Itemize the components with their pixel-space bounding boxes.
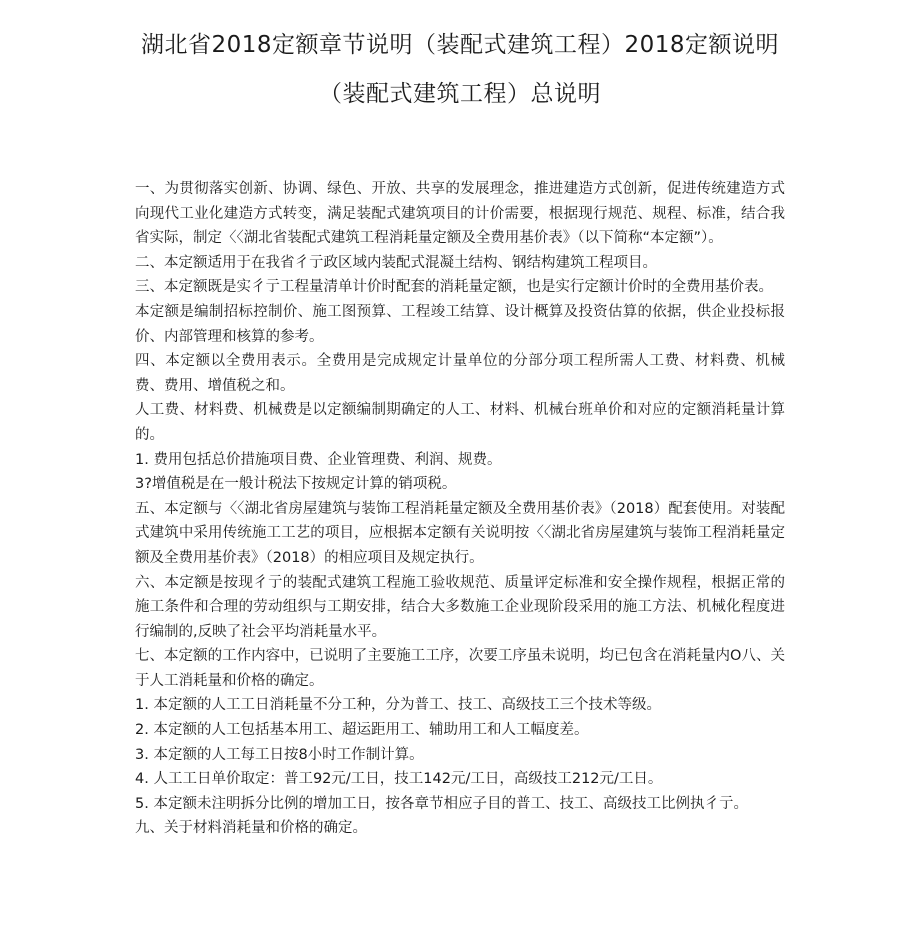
paragraph-section-4: 四、本定额以全费用表示。全费用是完成规定计量单位的分部分项工程所需人工费、材料费、机械费、费用、增值税之和。: [135, 353, 785, 394]
list-item-workday: 3. 本定额的人工每工日按8小时工作制计算。: [135, 746, 424, 763]
list-item-labor-components: 2. 本定额的人工包括基本用工、超运距用工、辅助用工和人工幅度差。: [135, 722, 589, 739]
paragraph-section-5: 五、本定额与〈〈湖北省房屋建筑与装饰工程消耗量定额及全费用基价表》（2018）配套使用。对装配式建筑中采用传统施工工艺的项目，应根据本定额有关说明按〈〈湖北省房屋建筑与装饰工程消耗量定额及全费用基价表》（2018）的相应项目及规定执行。: [135, 500, 785, 566]
list-item-labor-grades: 1. 本定额的人工工日消耗量不分工种，分为普工、技工、高级技工三个技术等级。: [135, 697, 661, 714]
list-item-labor-rates: 4. 人工工日单价取定：普工92元/工日，技工142元/工日，高级技工212元/工日。: [135, 771, 663, 788]
paragraph-purpose: 本定额是编制招标控制价、施工图预算、工程竣工结算、设计概算及投资估算的依据，供企业投标报价、内部管理和核算的参考。: [135, 303, 785, 345]
page-title-line-2: （装配式建筑工程）总说明: [319, 81, 601, 107]
paragraph-section-1: 一、为贯彻落实创新、协调、绿色、开放、共享的发展理念，推进建造方式创新，促进传统建造方式向现代工业化建造方式转变，满足装配式建筑项目的计价需要，根据现行规范、规程、标准，结合我省实际，制定〈〈湖北省装配式建筑工程消耗量定额及全费用基价表》（以下简称“本定额”）。: [135, 181, 785, 247]
paragraph-cost-basis: 人工费、材料费、机械费是以定额编制期确定的人工、材料、机械台班单价和对应的定额消耗量计算的。: [135, 402, 785, 443]
paragraph-section-9: 九、关于材料消耗量和价格的确定。: [135, 820, 367, 837]
list-item-fees: 1. 费用包括总价措施项目费、企业管理费、利润、规费。: [135, 451, 502, 468]
list-item-vat: 3?增值税是在一般计税法下按规定计算的销项税。: [135, 476, 457, 493]
paragraph-section-7-8: 七、本定额的工作内容中，已说明了主要施工工序，次要工序虽未说明，均已包含在消耗量内O八、关于人工消耗量和价格的确定。: [135, 648, 785, 689]
document-body: [135, 177, 785, 841]
paragraph-section-6: 六、本定额是按现彳亍的装配式建筑工程施工验收规范、质量评定标准和安全操作规程，根据正常的施工条件和合理的劳动组织与工期安排，结合大多数施工企业现阶段采用的施工方法、机械化程度进行编制的,反映了社会平均消耗量水平。: [135, 574, 785, 640]
paragraph-section-3: 三、本定额既是实彳亍工程量清单计价时配套的消耗量定额，也是实行定额计价时的全费用基价表。: [135, 279, 773, 296]
page-title-line-1: 湖北省2018定额章节说明（装配式建筑工程）2018定额说明: [140, 32, 780, 58]
paragraph-section-2: 二、本定额适用于在我省彳亍政区域内装配式混凝土结构、钢结构建筑工程项目。: [135, 254, 657, 271]
list-item-split-ratio: 5. 本定额未注明拆分比例的增加工日，按各章节相应子目的普工、技工、高级技工比例执彳亍。: [135, 795, 748, 812]
